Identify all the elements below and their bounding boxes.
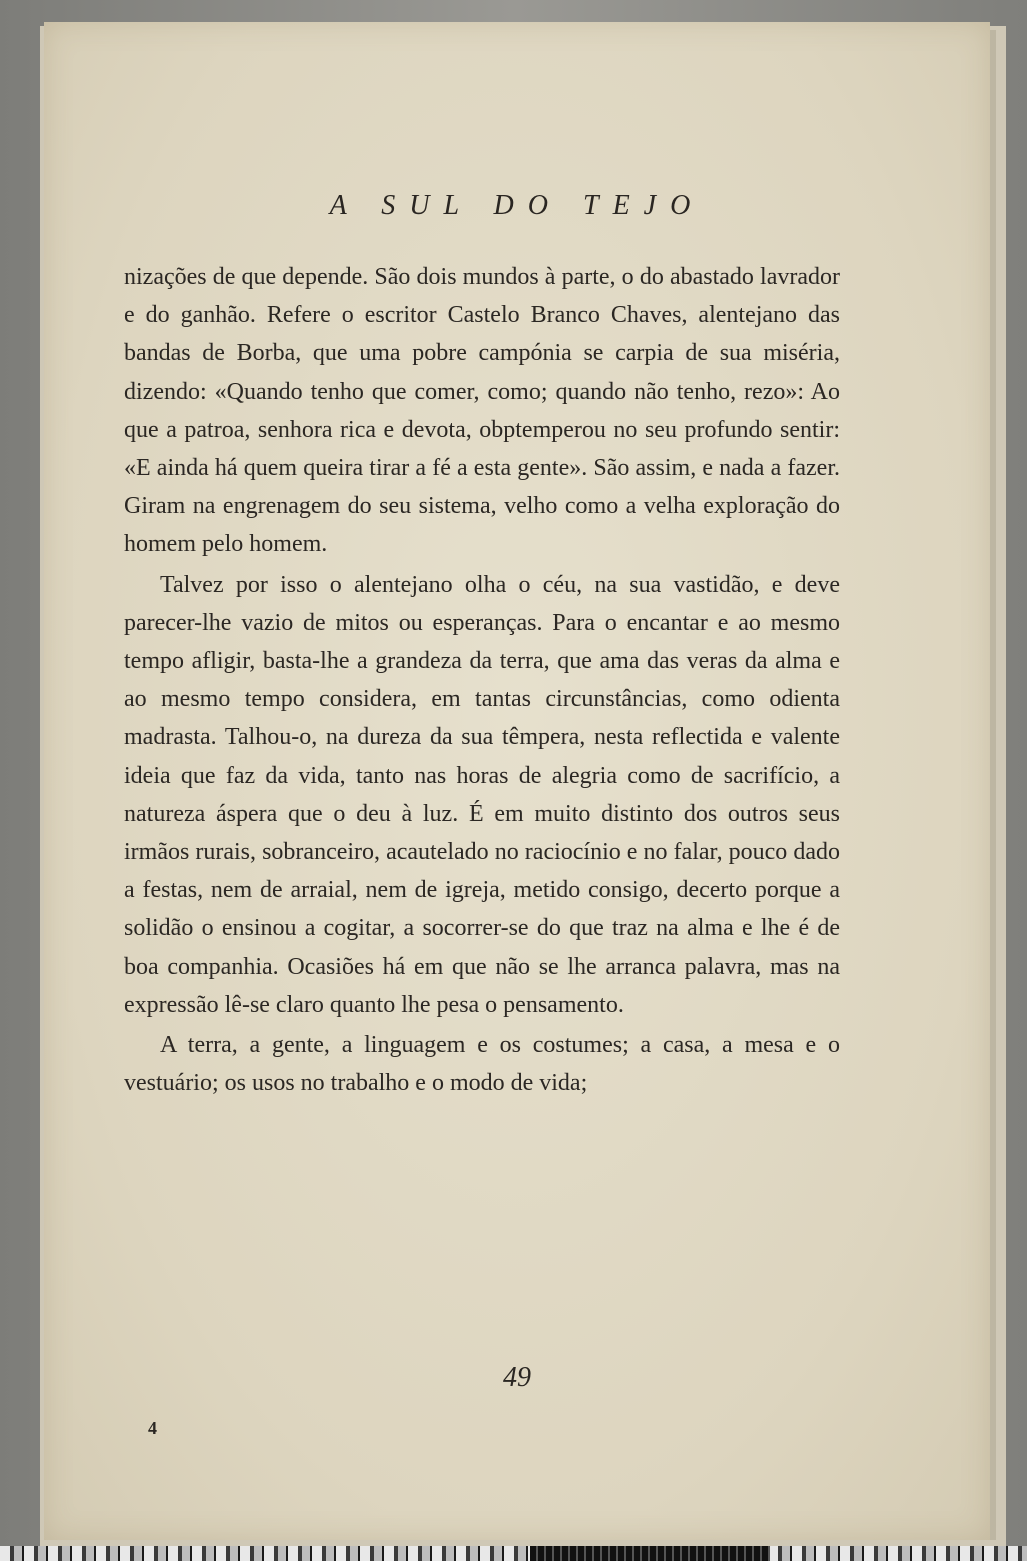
paragraph-2: Talvez por isso o alentejano olha o céu, na sua vastidão, e deve parecer-lhe vazio de mitos ou esperanças. Para o encantar e ao mesmo tempo afligir, basta-lhe a grandeza da terra, que ama das veras da alma e ao mesmo tempo considera, em tantas circunstâncias, como odienta madrasta. Talhou-o, na dureza da sua têmpera, nesta reflectida e valente ideia que faz da vida, tanto nas horas de alegria como de sacrifício, a natureza áspera que o deu à luz. É em muito distinto dos outros seus irmãos rurais, sobranceiro, acautelado no raciocínio e no falar, pouco dado a festas, nem de arraial, nem de igreja, metido consigo, decerto porque a solidão o ensinou a cogitar, a socorrer-se do que traz na alma e lhe é de boa companhia. Ocasiões há em que não se lhe arranca palavra, mas na expressão lê-se claro quanto lhe pesa o pensamento. xyxy=(124,571,840,1018)
signature-mark: 4 xyxy=(148,1418,157,1438)
body-text xyxy=(124,258,840,1102)
color-scale-bar xyxy=(0,1546,1027,1561)
running-title: A SUL DO TEJO xyxy=(329,190,705,221)
paragraph-3: A terra, a gente, a linguagem e os costumes; a casa, a mesa e o vestuário; os usos no trabalho e o modo de vida; xyxy=(124,1032,840,1097)
page-number: 49 xyxy=(503,1362,531,1393)
book-page xyxy=(44,22,990,1540)
scale-bar-dark-segment xyxy=(530,1546,770,1561)
paragraph-1: nizações de que depende. São dois mundos à parte, o do abastado lavrador e do ganhão. Refere o escritor Castelo Branco Chaves, alentejano das bandas de Borba, que uma pobre campónia se carpia de sua miséria, dizendo: «Quando tenho que comer, como; quando não tenho, rezo»: Ao que a patroa, senhora rica e devota, obptemperou no seu profundo sentir: «E ainda há quem queira tirar a fé a esta gente». São assim, e nada a fazer. Giram na engrenagem do seu sistema, velho como a velha exploração do homem pelo homem. xyxy=(124,264,840,558)
